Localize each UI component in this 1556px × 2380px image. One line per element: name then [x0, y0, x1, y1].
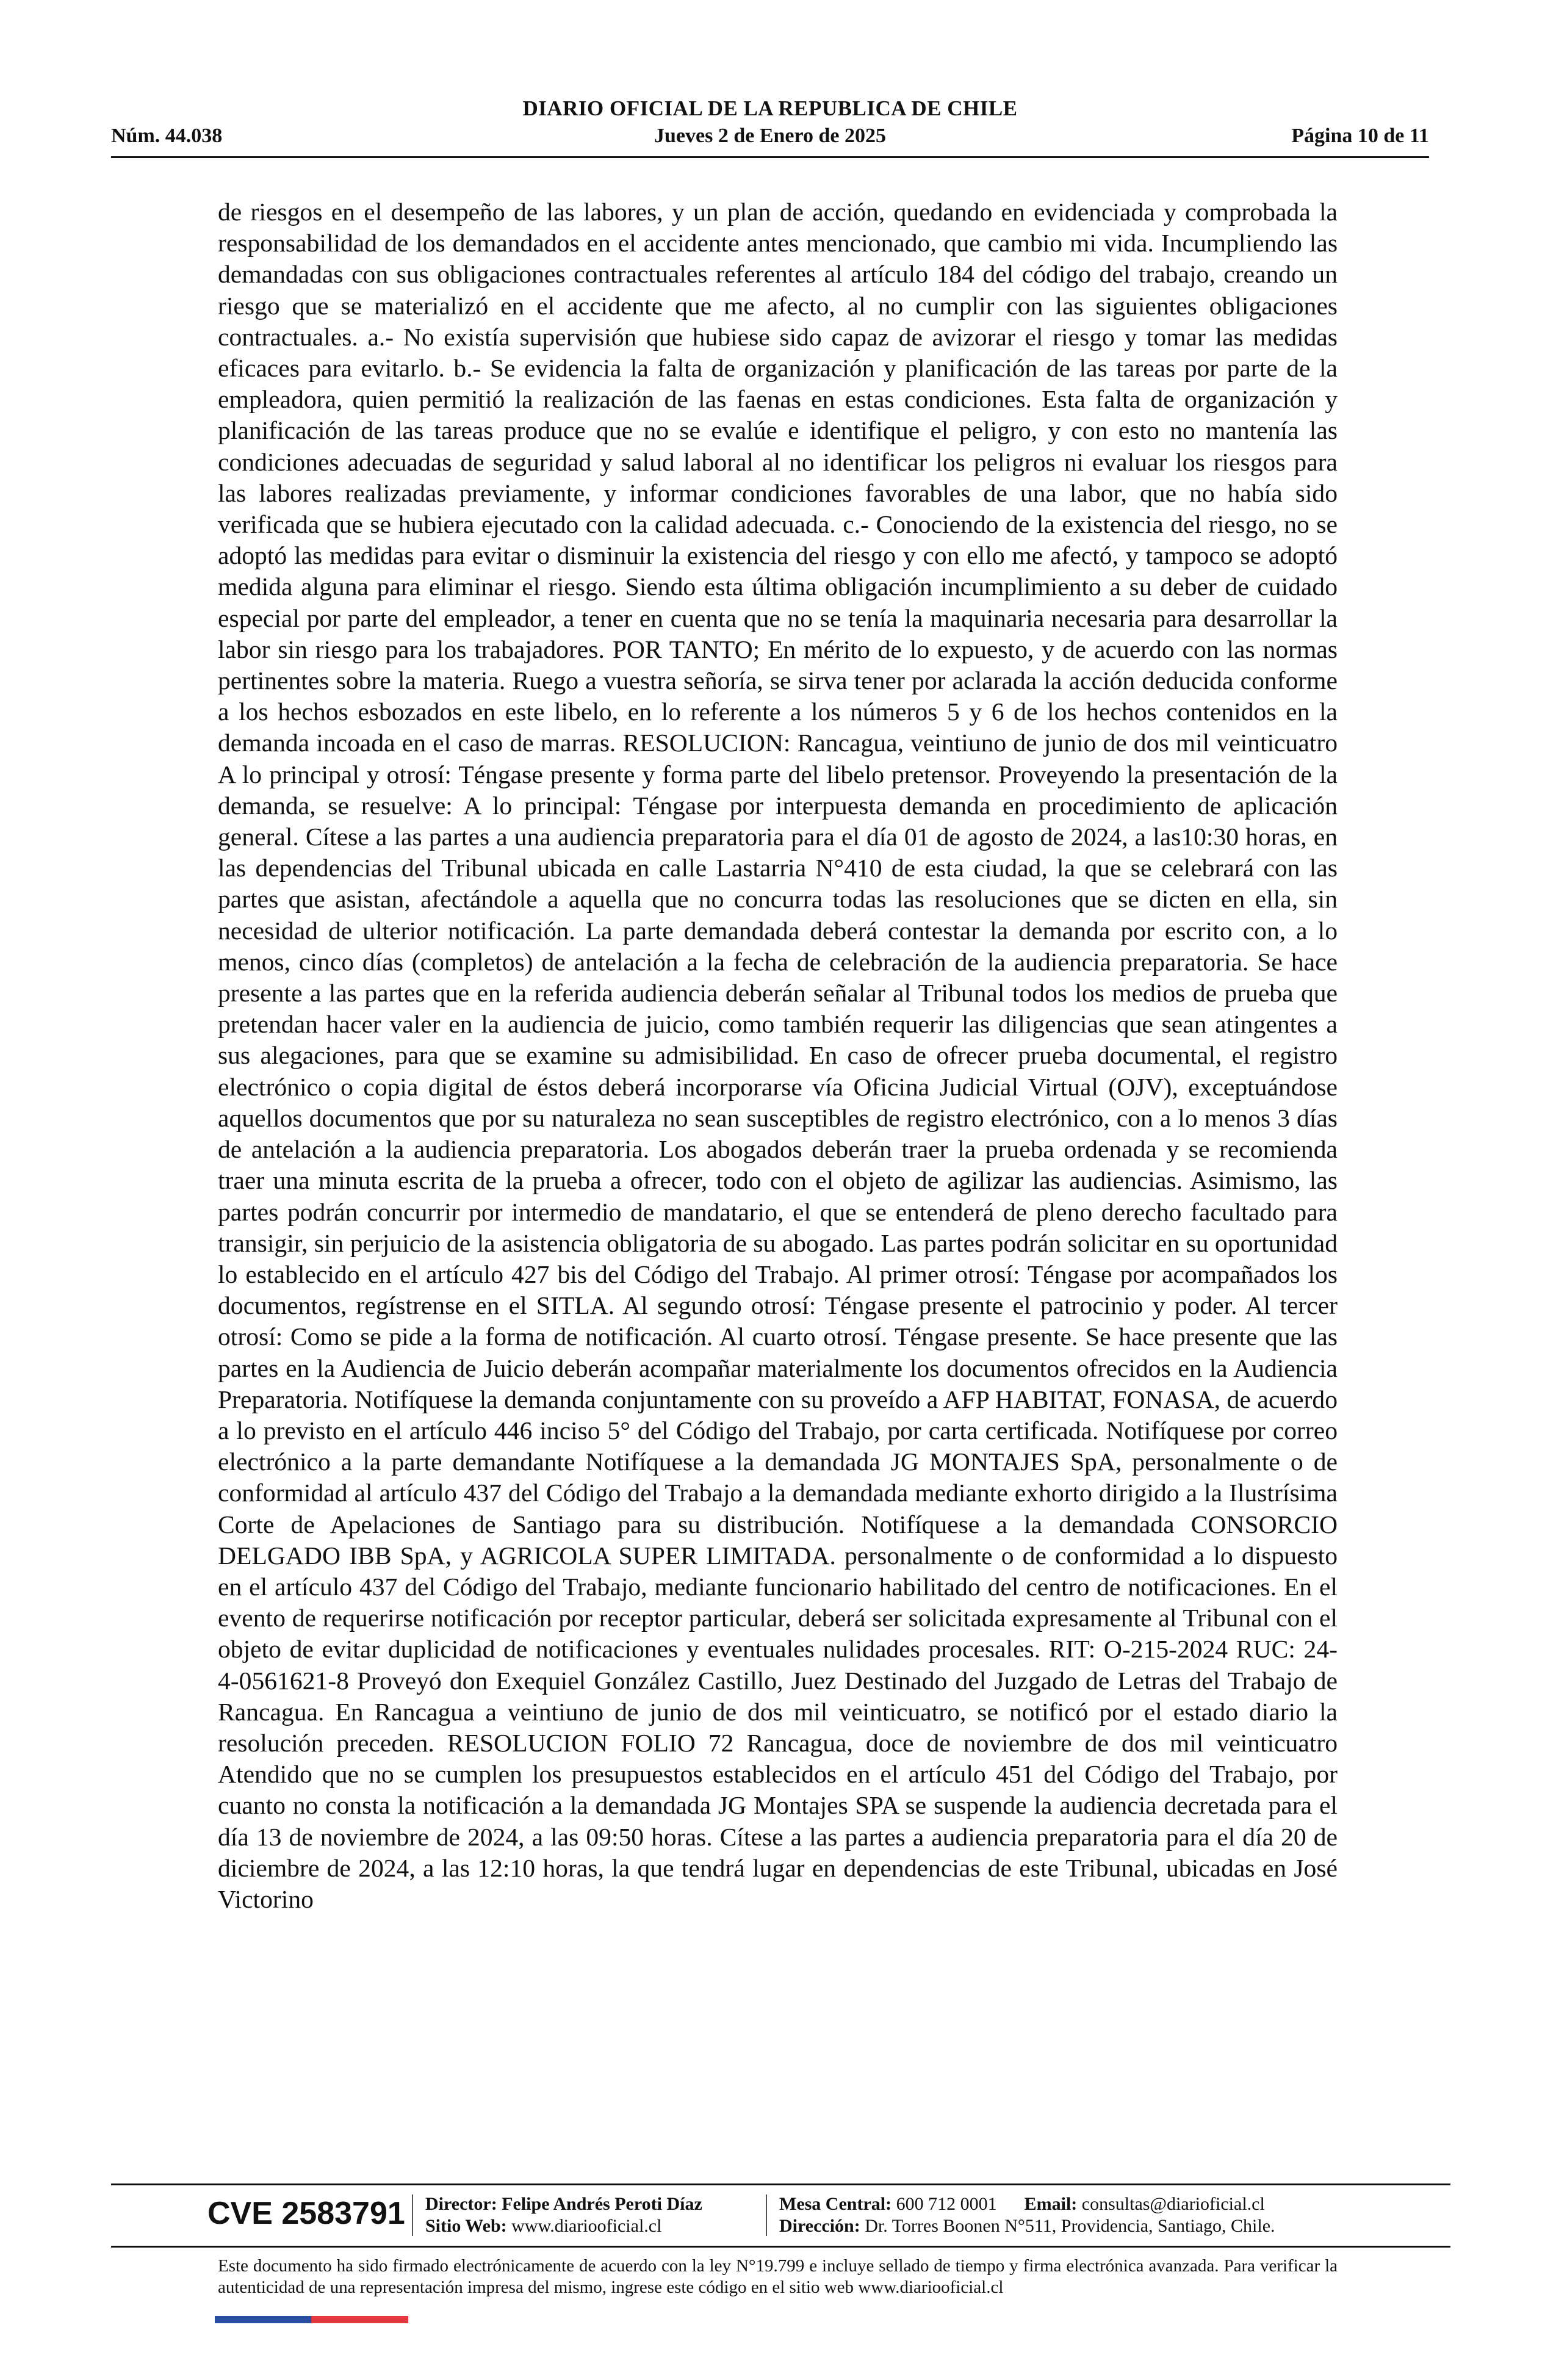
page-number: Página 10 de 11	[1291, 124, 1429, 147]
flag-blue-segment	[215, 2316, 311, 2323]
footer-divider-top	[111, 2183, 1450, 2185]
issue-date: Jueves 2 de Enero de 2025	[654, 124, 886, 147]
flag-red-segment	[311, 2316, 408, 2323]
address-label: Dirección:	[779, 2216, 860, 2236]
footer-director-block	[425, 2193, 702, 2237]
phone-label: Mesa Central:	[779, 2194, 892, 2214]
header-divider	[111, 156, 1429, 158]
document-body-text: de riesgos en el desempeño de las labores, y un plan de acción, quedando en evidenciada y comprobada la responsabilidad de los demandados en el accidente antes mencionado, que cambio mi vida. Incumpliendo las demandadas con sus obligaciones contractuales referentes al artículo 184 del código del trabajo, creando un riesgo que se materializó en el accidente que me afecto, al no cumplir con las siguientes obligaciones contractuales. a.- No existía supervisión que hubiese sido capaz de avizorar el riesgo y tomar las medidas eficaces para evitarlo. b.- Se evidencia la falta de organización y planificación de las tareas por parte de la empleadora, quien permitió la realización de las faenas en estas condiciones. Esta falta de organización y planificación de las tareas produce que no se evalúe e identifique el peligro, y con esto no mantenía las condiciones adecuadas de seguridad y salud laboral al no identificar los peligros ni evaluar los riesgos para las labores realizadas previamente, y informar condiciones favorables de una labor, que no había sido verificada que se hubiera ejecutado con la calidad adecuada. c.- Conociendo de la existencia del riesgo, no se adoptó las medidas para evitar o disminuir la existencia del riesgo y con ello me afectó, y tampoco se adoptó medida alguna para eliminar el riesgo. Siendo esta última obligación incumplimiento a su deber de cuidado especial por parte del empleador, a tener en cuenta que no se tenía la maquinaria necesaria para desarrollar la labor sin riesgo para los trabajadores. POR TANTO; En mérito de lo expuesto, y de acuerdo con las normas pertinentes sobre la materia. Ruego a vuestra señoría, se sirva tener por aclarada la acción deducida conforme a los hechos esbozados en este libelo, en lo referente a los números 5 y 6 de los hechos contenidos en la demanda incoada en el caso de marras. RESOLUCION: Rancagua, veintiuno de junio de dos mil veinticuatro A lo principal y otrosí: Téngase presente y forma parte del libelo pretensor. Proveyendo la presentación de la demanda, se resuelve: A lo principal: Téngase por interpuesta demanda en procedimiento de aplicación general. Cítese a las partes a una audiencia preparatoria para el día 01 de agosto de 2024, a las10:30 horas, en las dependencias del Tribunal ubicada en calle Lastarria N°410 de esta ciudad, la que se celebrará con las partes que asistan, afectándole a aquella que no concurra todas las resoluciones que se dicten en ella, sin necesidad de ulterior notificación. La parte demandada deberá contestar la demanda por escrito con, a lo menos, cinco días (completos) de antelación a la fecha de celebración de la audiencia preparatoria. Se hace presente a las partes que en la referida audiencia deberán señalar al Tribunal todos los medios de prueba que pretendan hacer valer en la audiencia de juicio, como también requerir las diligencias que sean atingentes a sus alegaciones, para que se examine su admisibilidad. En caso de ofrecer prueba documental, el registro electrónico o copia digital de éstos deberá incorporarse vía Oficina Judicial Virtual (OJV), exceptuándose aquellos documentos que por su naturaleza no sean susceptibles de registro electrónico, con a lo menos 3 días de antelación a la audiencia preparatoria. Los abogados deberán traer la prueba ordenada y se recomienda traer una minuta escrita de la prueba a ofrecer, todo con el objeto de agilizar las audiencias. Asimismo, las partes podrán concurrir por intermedio de mandatario, el que se entenderá de pleno derecho facultado para transigir, sin perjuicio de la asistencia obligatoria de su abogado. Las partes podrán solicitar en su oportunidad lo establecido en el artículo 427 bis del Código del Trabajo. Al primer otrosí: Téngase por acompañados los documentos, regístrense en el SITLA. Al segundo otrosí: Téngase presente el patrocinio y poder. Al tercer otrosí: Como se pide a la forma de notificación. Al cuarto otrosí. Téngase presente. Se hace presente que las partes en la Audiencia de Juicio deberán acompañar materialmente los documentos ofrecidos en la Audiencia Preparatoria. Notifíquese la demanda conjuntamente con su proveído a AFP HABITAT, FONASA, de acuerdo a lo previsto en el artículo 446 inciso 5° del Código del Trabajo, por carta certificada. Notifíquese por correo electrónico a la parte demandante Notifíquese a la demandada JG MONTAJES SpA, personalmente o de conformidad al artículo 437 del Código del Trabajo a la demandada mediante exhorto dirigido a la Ilustrísima Corte de Apelaciones de Santiago para su distribución. Notifíquese a la demandada CONSORCIO DELGADO IBB SpA, y AGRICOLA SUPER LIMITADA. personalmente o de conformidad a lo dispuesto en el artículo 437 del Código del Trabajo, mediante funcionario habilitado del centro de notificaciones. En el evento de requerirse notificación por receptor particular, deberá ser solicitada expresamente al Tribunal con el objeto de evitar duplicidad de notificaciones y eventuales nulidades procesales. RIT: O-215-2024 RUC: 24- 4-0561621-8 Proveyó don Exequiel González Castillo, Juez Destinado del Juzgado de Letras del Trabajo de Rancagua. En Rancagua a veintiuno de junio de dos mil veinticuatro, se notificó por el estado diario la resolución preceden. RESOLUCION FOLIO 72 Rancagua, doce de noviembre de dos mil veinticuatro Atendido que no se cumplen los presupuestos establecidos en el artículo 451 del Código del Trabajo, por cuanto no consta la notificación a la demandada JG Montajes SPA se suspende la audiencia decretada para el día 13 de noviembre de 2024, a las 09:50 horas. Cítese a las partes a audiencia preparatoria para el día 20 de diciembre de 2024, a las 12:10 horas, la que tendrá lugar en dependencias de este Tribunal, ubicadas en José Victorino	[218, 198, 1338, 1913]
footer-separator	[412, 2194, 413, 2236]
address-value: Dr. Torres Boonen N°511, Providencia, Santiago, Chile.	[865, 2216, 1275, 2236]
footer-separator	[766, 2194, 767, 2236]
issue-number: Núm. 44.038	[111, 124, 223, 147]
signature-notice: Este documento ha sido firmado electrónicamente de acuerdo con la ley N°19.799 e incluye sellado de tiempo y firma electrónica avanzada. Para verificar la autenticidad de una representación impresa del mismo, ingrese este código en el sitio web www.diariooficial.cl	[218, 2256, 1338, 2297]
website-link[interactable]: www.diariooficial.cl	[511, 2216, 662, 2236]
footer-divider-bottom	[111, 2246, 1450, 2248]
page-header	[111, 96, 1429, 157]
chile-flag-bar	[215, 2316, 408, 2323]
email-link[interactable]: consultas@diarioficial.cl	[1081, 2194, 1265, 2214]
director-name: Felipe Andrés Peroti Díaz	[502, 2194, 702, 2214]
director-label: Director:	[425, 2194, 497, 2214]
website-label: Sitio Web:	[425, 2216, 507, 2236]
phone-value: 600 712 0001	[896, 2194, 997, 2214]
cve-code: CVE 2583791	[207, 2196, 405, 2231]
footer-contact-block	[779, 2193, 1275, 2237]
publication-title: DIARIO OFICIAL DE LA REPUBLICA DE CHILE	[522, 96, 1018, 120]
email-label: Email:	[1024, 2194, 1078, 2214]
